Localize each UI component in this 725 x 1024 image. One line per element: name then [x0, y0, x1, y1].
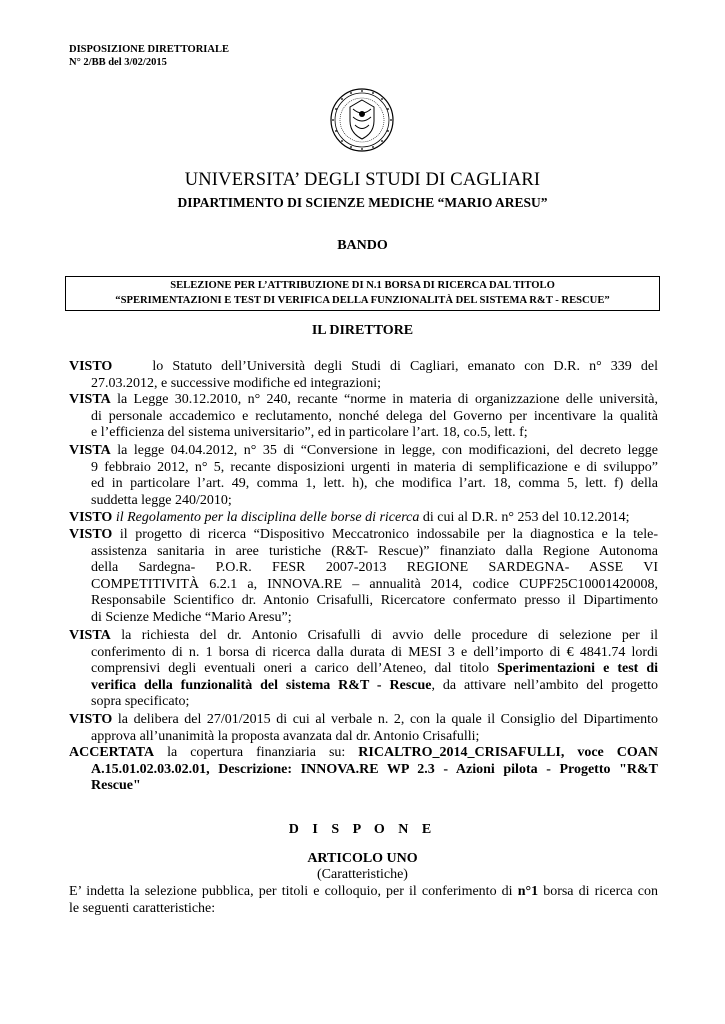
- selection-title-box: [65, 276, 660, 311]
- disposition-number: N° 2/BB del 3/02/2015: [69, 57, 167, 68]
- vista-legge-35-paragraph: VISTA la legge 04.04.2012, n° 35 di “Conversione in legge, con modificazioni, del decreto legge 9 febbraio 2012, n° 5, recante disposizioni urgenti in materia di semplificazione e di sviluppo” ed in particolare l’art. 49, comma 1, lett. h), che modifica l’art. 18, comma 5, lett. f) della suddetta legge 240/2010;: [69, 443, 659, 508]
- vista-lead: VISTA: [69, 443, 111, 458]
- visto-delibera-paragraph: VISTO la delibera del 27/01/2015 di cui al verbale n. 2, con la quale il Consiglio del Dipartimento approva all’unanimità la proposta avanzata dal dr. Antonio Crisafulli;: [69, 712, 659, 744]
- visto-lead: VISTO: [69, 712, 113, 727]
- university-seal-icon: [329, 87, 395, 153]
- bando-heading: BANDO: [337, 238, 388, 253]
- accertata-paragraph: ACCERTATA la copertura finanziaria su: RICALTRO_2014_CRISAFULLI, voce COAN A.15.01.02.03.02.01, Descrizione: INNOVA.RE WP 2.3 - Azioni pilota - Progetto "R&T Rescue": [69, 745, 658, 793]
- article-body: E’ indetta la selezione pubblica, per titoli e colloquio, per il conferimento di n°1 borsa di ricerca con le seguenti caratteristiche:: [69, 884, 659, 916]
- university-name: UNIVERSITA’ DEGLI STUDI DI CAGLIARI: [184, 170, 541, 190]
- dispone-heading: D I S P O N E: [288, 822, 437, 837]
- visto-statuto-paragraph: VISTO lo Statuto dell’Università degli Studi di Cagliari, emanato con D.R. n° 339 del 27.03.2012, e successive modifiche ed integrazioni;: [69, 359, 658, 391]
- visto-lead: VISTO: [69, 359, 113, 374]
- visto-lead: VISTO: [69, 527, 113, 542]
- director-heading: IL DIRETTORE: [311, 323, 414, 338]
- visto-progetto-paragraph: VISTO il progetto di ricerca “Dispositivo Meccatronico indossabile per la diagnostica e la tele- assistenza sanitaria in aree turistiche (R&T- Rescue)” finanziato dalla Regione Autonoma della Sardegna- P.O.R. FESR 2007-2013 REGIONE SARDEGNA- ASSE VI COMPETITIVITÀ 6.2.1 a, INNOVA.RE – annualità 2014, codice CUPF25C10001420008, Responsabile Scientifico dr. Antonio Crisafulli, Ricercatore confermato presso il Dipartimento di Scienze Mediche “Mario Aresu”;: [69, 527, 658, 625]
- accertata-lead: ACCERTATA: [69, 745, 155, 760]
- visto-regolamento-paragraph: VISTO il Regolamento per la disciplina delle borse di ricerca di cui al D.R. n° 253 del 10.12.2014;: [69, 510, 630, 525]
- disposition-header: [69, 43, 229, 69]
- article-subtitle: (Caratteristiche): [317, 867, 408, 882]
- article-title: ARTICOLO UNO: [307, 851, 418, 866]
- vista-legge-240-paragraph: VISTA la Legge 30.12.2010, n° 240, recante “norme in materia di organizzazione delle università, di personale accademico e reclutamento, nonché delega del Governo per incentivare la qualità e l’efficienza del sistema universitario”, ed in particolare l’art. 18, co.5, lett. f;: [69, 392, 658, 440]
- vista-richiesta-paragraph: VISTA la richiesta del dr. Antonio Crisafulli di avvio delle procedure di selezione per il conferimento di n. 1 borsa di ricerca dalla durata di MESI 3 e dell’importo di € 4841.74 lordi comprensivi degli eventuali oneri a carico dell’Ateneo, dal titolo Sperimentazioni e test di verifica della funzionalità del sistema R&T - Rescue, da attivare nell’ambito del progetto sopra specificato;: [69, 628, 659, 709]
- vista-lead: VISTA: [69, 628, 111, 643]
- vista-lead: VISTA: [69, 392, 111, 407]
- disposition-title: DISPOSIZIONE DIRETTORIALE: [69, 44, 229, 55]
- selection-title-line2: “SPERIMENTAZIONI E TEST DI VERIFICA DELLA FUNZIONALITÀ DEL SISTEMA R&T - RESCUE”: [115, 294, 610, 306]
- visto-lead: VISTO: [69, 510, 113, 525]
- department-name: DIPARTIMENTO DI SCIENZE MEDICHE “MARIO ARESU”: [177, 195, 548, 210]
- selection-title-line1: SELEZIONE PER L’ATTRIBUZIONE DI N.1 BORSA DI RICERCA DAL TITOLO: [170, 280, 555, 291]
